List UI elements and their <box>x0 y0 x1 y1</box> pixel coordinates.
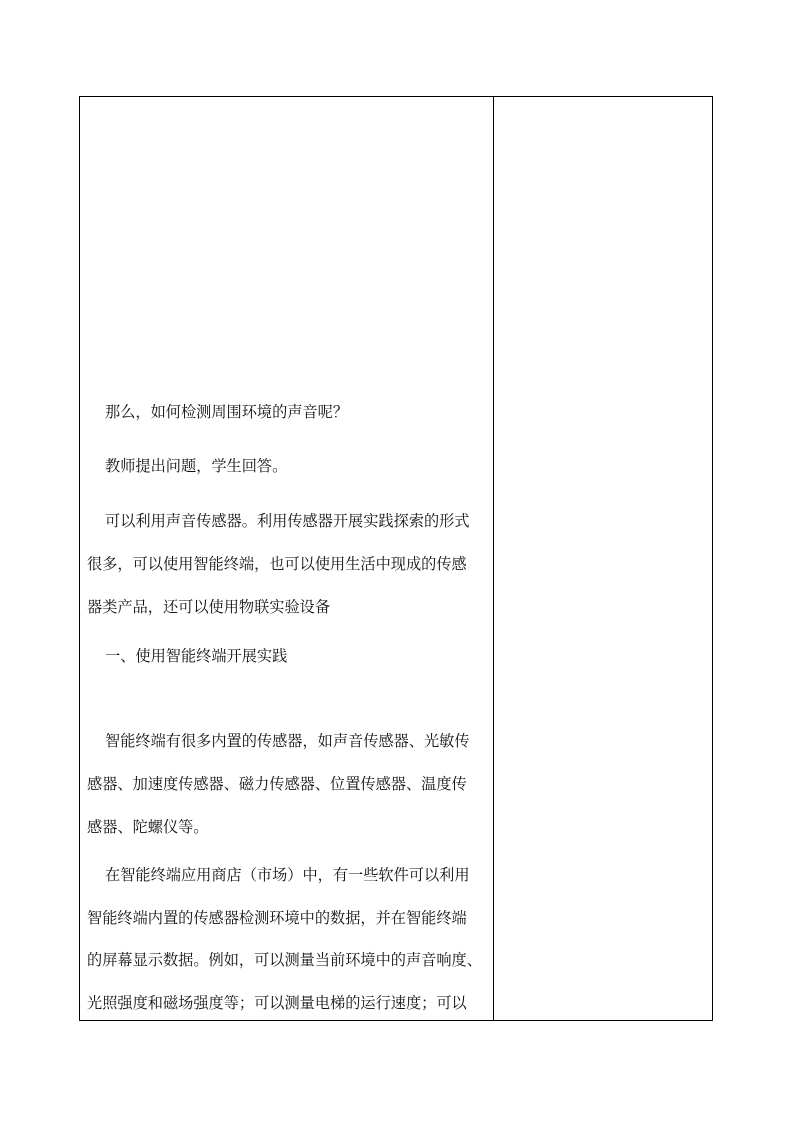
teacher-activity-line: 教师提出问题，学生回答。 <box>105 457 288 475</box>
text-line: 智能终端有很多内置的传感器，如声音传感器、光敏传 <box>105 732 470 750</box>
text-line: 很多，可以使用智能终端，也可以使用生活中现成的传感 <box>87 555 467 573</box>
text-line: 智能终端内置的传感器检测环境中的数据，并在智能终端 <box>87 909 467 927</box>
text-line: 感器、陀螺仪等。 <box>87 818 209 836</box>
question-line: 那么，如何检测周围环境的声音呢？ <box>105 403 348 421</box>
notes-cell <box>494 97 712 1020</box>
text-line: 的屏幕显示数据。例如，可以测量当前环境中的声音响度、 <box>87 951 482 969</box>
text-line: 光照强度和磁场强度等；可以测量电梯的运行速度；可以 <box>87 994 467 1012</box>
text-line: 器类产品，还可以使用物联实验设备 <box>87 598 330 616</box>
lesson-content-cell <box>80 97 493 1020</box>
text-line: 可以利用声音传感器。利用传感器开展实践探索的形式 <box>105 512 470 530</box>
text-line: 感器、加速度传感器、磁力传感器、位置传感器、温度传 <box>87 775 467 793</box>
text-line: 在智能终端应用商店（市场）中，有一些软件可以利用 <box>105 866 470 884</box>
section-heading: 一、使用智能终端开展实践 <box>105 647 288 665</box>
lesson-table <box>79 96 713 1021</box>
